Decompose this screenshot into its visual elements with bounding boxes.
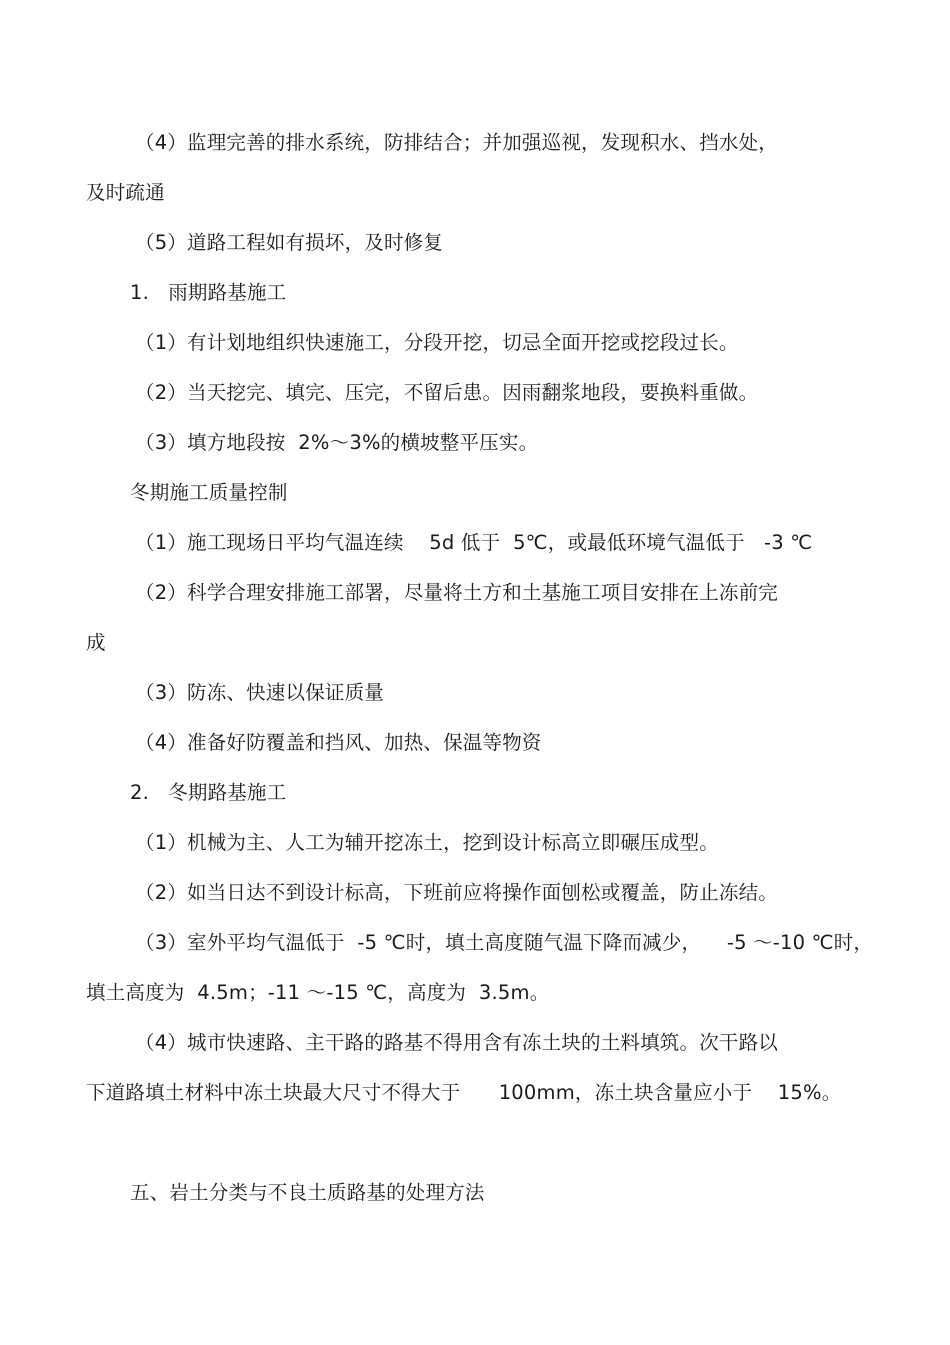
paragraph-line: 下道路填土材料中冻土块最大尺寸不得大于 100mm，冻土块含量应小于 15%。	[86, 1081, 842, 1104]
paragraph-line: （5）道路工程如有损坏，及时修复	[135, 231, 444, 254]
paragraph-line: 填土高度为 4.5m；-11 ～-15 ℃，高度为 3.5m。	[86, 981, 550, 1004]
section-heading: 1. 雨期路基施工	[130, 281, 287, 304]
paragraph-line: （2）科学合理安排施工部署，尽量将土方和土基施工项目安排在上冻前完	[135, 581, 779, 604]
paragraph-line: （4）城市快速路、主干路的路基不得用含有冻土块的土料填筑。次干路以	[135, 1031, 779, 1054]
paragraph-line: （1）施工现场日平均气温连续 5d 低于 5℃，或最低环境气温低于 -3 ℃	[135, 531, 813, 554]
paragraph-line: （3）防冻、快速以保证质量	[135, 681, 385, 704]
paragraph-line: （3）室外平均气温低于 -5 ℃时，填土高度随气温下降而减少， -5 ～-10 ℃时，	[135, 931, 874, 954]
paragraph-line: （2）如当日达不到设计标高，下班前应将操作面刨松或覆盖，防止冻结。	[135, 881, 779, 904]
section-heading: 2. 冬期路基施工	[130, 781, 287, 804]
section-heading: 冬期施工质量控制	[130, 481, 288, 504]
chapter-heading: 五、岩土分类与不良土质路基的处理方法	[130, 1181, 485, 1204]
paragraph-line: 成	[86, 631, 106, 654]
paragraph-line: （1）有计划地组织快速施工，分段开挖，切忌全面开挖或挖段过长。	[135, 331, 739, 354]
paragraph-line: 及时疏通	[86, 181, 165, 204]
paragraph-line: （4）监理完善的排水系统，防排结合；并加强巡视，发现积水、挡水处，	[135, 131, 779, 154]
paragraph-line: （3）填方地段按 2%～3%的横坡整平压实。	[135, 431, 539, 454]
paragraph-line: （1）机械为主、人工为辅开挖冻土，挖到设计标高立即碾压成型。	[135, 831, 719, 854]
paragraph-line: （4）准备好防覆盖和挡风、加热、保温等物资	[135, 731, 542, 754]
paragraph-line: （2）当天挖完、填完、压完，不留后患。因雨翻浆地段，要换料重做。	[135, 381, 759, 404]
